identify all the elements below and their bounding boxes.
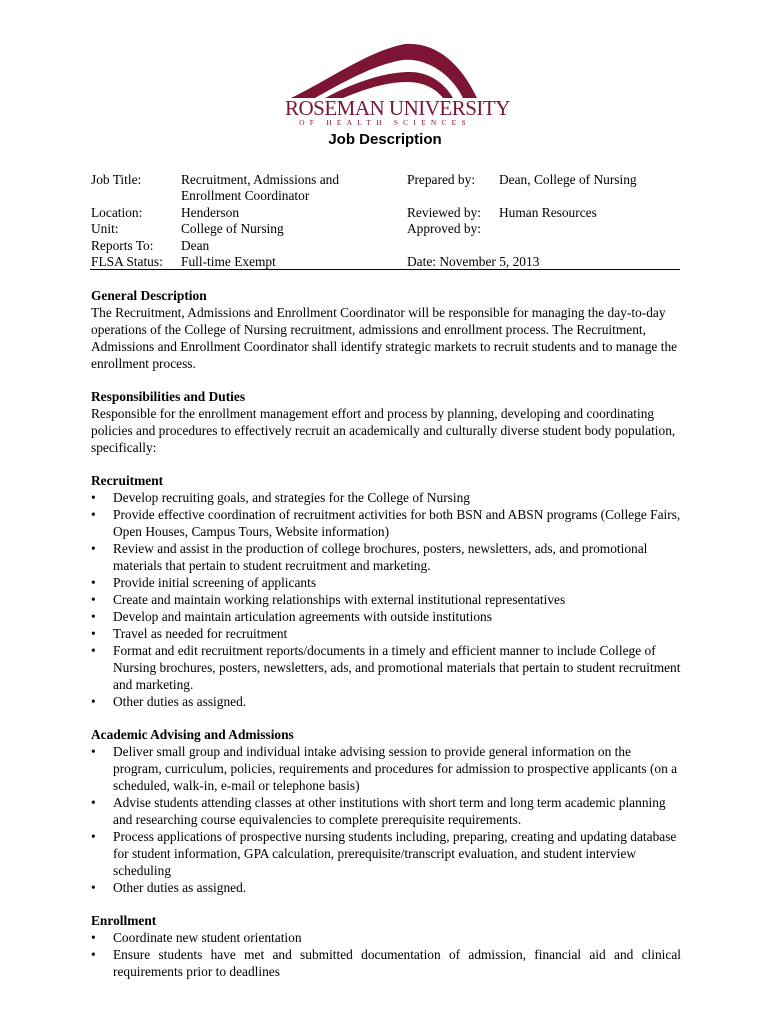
date-text: Date: November 5, 2013 xyxy=(407,254,540,269)
page-title: Job Description xyxy=(328,131,442,148)
list-item: • Provide initial screening of applicants xyxy=(91,574,681,591)
job-title-label: Job Title: xyxy=(91,172,142,187)
reviewed-by-label: Reviewed by: xyxy=(407,205,482,220)
flsa-status-value: Full-time Exempt xyxy=(181,254,276,269)
list-item: • Format and edit recruitment reports/documents in a timely and efficient manner to include College of Nursing brochures, posters, newsletters, ads, and promotional materials that pertain to student recruitment and marketing. xyxy=(91,642,681,693)
university-logo xyxy=(285,42,510,127)
list-item: • Other duties as assigned. xyxy=(91,879,681,896)
list-item: • Create and maintain working relationships with external institutional representatives xyxy=(91,591,681,608)
unit-label: Unit: xyxy=(91,221,119,236)
enrollment-heading: Enrollment xyxy=(91,913,157,928)
responsibilities-section xyxy=(91,388,681,456)
list-item: • Review and assist in the production of college brochures, posters, newsletters, ads, and promotional materials that pertain to student recruitment and marketing. xyxy=(91,540,681,574)
general-description-heading: General Description xyxy=(91,288,207,303)
recruitment-section xyxy=(91,472,681,710)
document-body xyxy=(91,287,681,996)
recruitment-list xyxy=(91,489,681,710)
responsibilities-text: Responsible for the enrollment management effort and process by planning, developing and coordinating policies and procedures to effectively recruit an academically and culturally diverse student body population, specifically: xyxy=(91,406,676,455)
location-label: Location: xyxy=(91,205,143,220)
advising-section xyxy=(91,726,681,896)
header-divider xyxy=(90,269,680,270)
enrollment-section xyxy=(91,912,681,980)
responsibilities-heading: Responsibilities and Duties xyxy=(91,389,246,404)
general-description-text: The Recruitment, Admissions and Enrollment Coordinator will be responsible for managing the day-to-day operations of the College of Nursing recruitment, admissions and enrollment process. The Recruitment, Admissions and Enrollment Coordinator shall identify strategic markets to recruit students and to manage the enrollment process. xyxy=(91,305,678,371)
list-item: • Travel as needed for recruitment xyxy=(91,625,681,642)
approved-by-label: Approved by: xyxy=(407,221,482,236)
list-item: • Other duties as assigned. xyxy=(91,693,681,710)
general-description-section xyxy=(91,287,681,372)
list-item: • Develop and maintain articulation agreements with outside institutions xyxy=(91,608,681,625)
logo-university-name: ROSEMAN UNIVERSITY xyxy=(285,96,510,120)
list-item: • Coordinate new student orientation xyxy=(91,929,681,946)
reports-to-label: Reports To: xyxy=(91,238,154,253)
list-item: • Provide effective coordination of recruitment activities for both BSN and ABSN programs (College Fairs, Open Houses, Campus Tours, Website information) xyxy=(91,506,681,540)
prepared-by-label: Prepared by: xyxy=(407,172,476,187)
list-item: • Deliver small group and individual intake advising session to provide general information on the program, curriculum, policies, requirements and procedures for admission to prospective applicants (on a scheduled, walk-in, e-mail or telephone basis) xyxy=(91,743,681,794)
list-item: • Develop recruiting goals, and strategies for the College of Nursing xyxy=(91,489,681,506)
location-value: Henderson xyxy=(181,205,240,220)
mountain-logo-icon xyxy=(285,42,485,100)
flsa-status-label: FLSA Status: xyxy=(91,254,163,269)
list-item: • Ensure students have met and submitted documentation of admission, financial aid and clinical requirements prior to deadlines xyxy=(91,946,681,980)
logo-subtitle: OF HEALTH SCIENCES xyxy=(299,118,471,127)
enrollment-list xyxy=(91,929,681,980)
list-item: • Process applications of prospective nursing students including, preparing, creating and updating database for student information, GPA calculation, prerequisite/transcript evaluation, and student interview scheduling xyxy=(91,828,681,879)
recruitment-heading: Recruitment xyxy=(91,473,164,488)
advising-list xyxy=(91,743,681,896)
advising-heading: Academic Advising and Admissions xyxy=(91,727,294,742)
list-item: • Advise students attending classes at other institutions with short term and long term academic planning and researching course equivalencies to complete prerequisite requirements. xyxy=(91,794,681,828)
job-title-value-line2: Enrollment Coordinator xyxy=(181,188,310,203)
unit-value: College of Nursing xyxy=(181,221,284,236)
reports-to-value: Dean xyxy=(181,238,210,253)
job-title-value-line1: Recruitment, Admissions and xyxy=(181,172,340,187)
reviewed-by-value: Human Resources xyxy=(499,205,597,220)
prepared-by-value: Dean, College of Nursing xyxy=(499,172,637,187)
